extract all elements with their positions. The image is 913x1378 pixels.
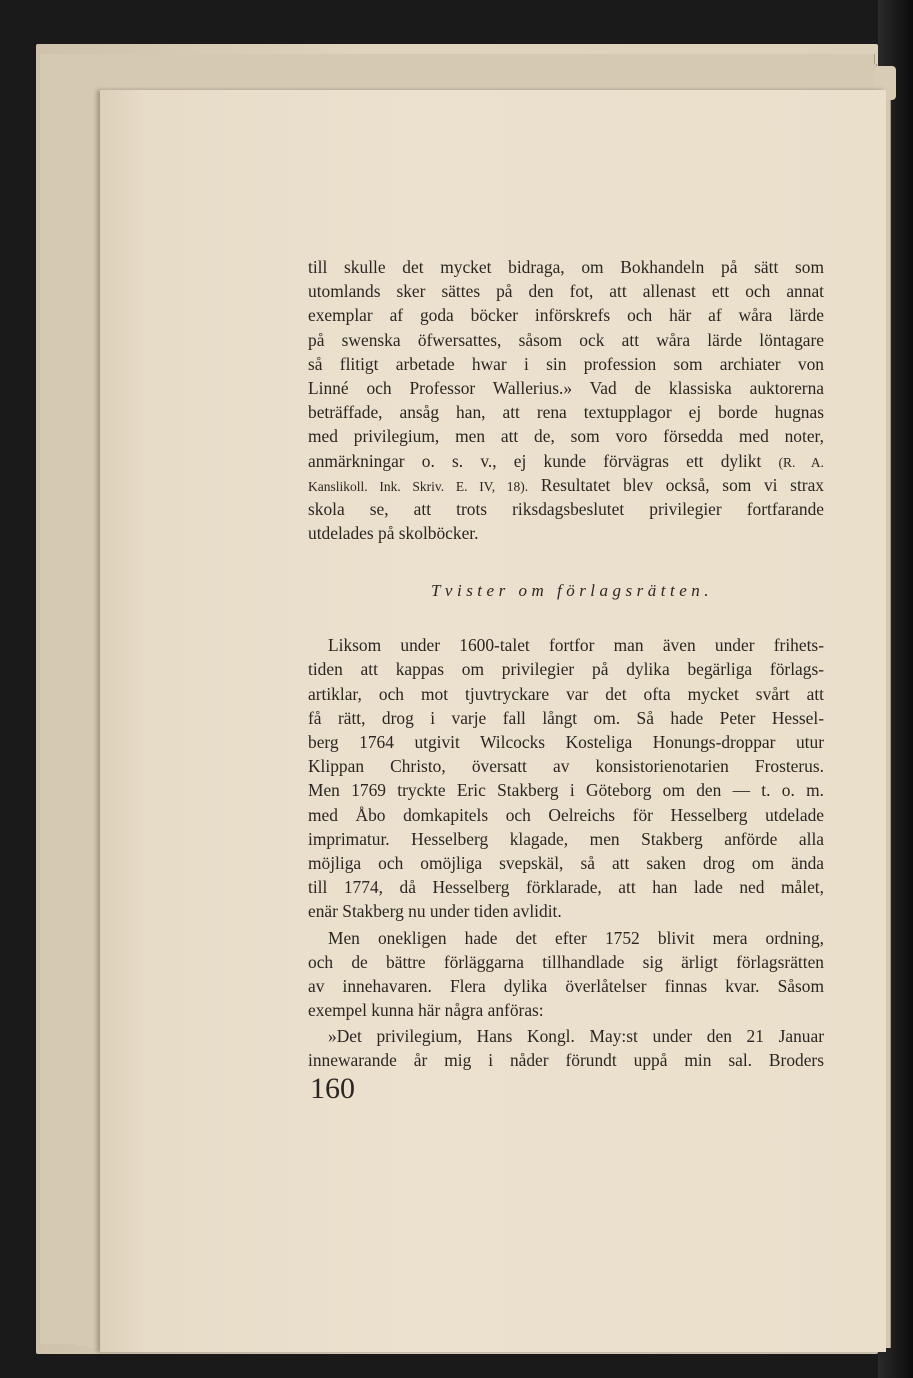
text-line: artiklar, och mot tjuvtryckare var det ofta mycket svårt att [308,683,824,704]
text-line: innewarande år mig i nåder förundt uppå min sal. Broders [308,1050,824,1071]
text-line: till skulle det mycket bidraga, om Bokhandeln på sätt som [308,257,824,277]
text-line: enär Stakberg nu under tiden avlidit. [308,901,562,922]
text-line: utdelades på skolböcker. [308,523,479,544]
spacer [308,545,824,579]
text-line: möjliga och omöjliga svepskäl, så att saken drog om ända [308,852,824,873]
text-line: med Åbo domkapitels och Oelreichs för Hesselberg utdelade [308,804,824,825]
text-segment: anmärkningar o. s. v., ej kunde förvägras ett dylikt [308,450,762,471]
text-line: till 1774, då Hesselberg förklarade, att han lade ned målet, [308,877,824,898]
text-segment: Resultatet blev också, som vi strax [540,474,824,495]
text-line [308,473,824,497]
text-line: få rätt, drog i varje fall långt om. Så hade Peter Hessel- [308,707,824,728]
text-line: Men onekligen hade det efter 1752 blivit mera ordning, [328,927,824,948]
text-line: exemplar af goda böcker införskrefs och här af wåra lärde [308,305,824,326]
text-line: av innehavaren. Flera dylika överlåtelser finnas kvar. Såsom [308,975,824,996]
text-line: Linné och Professor Wallerius.» Vad de klassiska auktorerna [308,377,824,398]
text-line: skola se, att trots riksdagsbeslutet privilegier fortfarande [308,498,824,519]
text-line: på swenska öfwersattes, såsom ock att wåra lärde löntagare [308,329,824,350]
text-line: utomlands sker sättes på den fot, att allenast ett och annat [308,281,824,302]
spacer [308,603,824,633]
section-heading: Tvister om förlagsrätten. [430,581,714,601]
text-line: berg 1764 utgivit Wilcocks Kosteliga Honungs-droppar utur [308,732,824,752]
text-line: exempel kunna här några anföras: [308,1000,544,1021]
text-line: Liksom under 1600-talet fortfor man även under frihets- [328,635,824,656]
text-line: så flitigt arbetade hwar i sin profession som archiater von [308,353,824,374]
text-line: och de bättre förläggarna tillhandlade sig ärligt förlagsrätten [308,951,824,972]
text-line [308,449,824,473]
source-reference: (R. A. [778,454,824,470]
text-line: beträffade, ansåg han, att rena textupplagor ej borde hugnas [308,402,824,423]
text-line: »Det privilegium, Hans Kongl. May:st under den 21 Januar [328,1026,824,1047]
text-line: med privilegium, men att de, som voro försedda med noter, [308,426,824,447]
source-reference: Kanslikoll. Ink. Skriv. E. IV, 18). [308,478,529,494]
text-line: tiden att kappas om privilegier på dylika begärliga förlags- [308,659,824,680]
text-line: Men 1769 tryckte Eric Stakberg i Göteborg om den — t. o. m. [308,780,824,801]
page-text [308,255,824,1073]
text-line: Klippan Christo, översatt av konsistorienotarien Frosterus. [308,756,824,777]
page-number: 160 [310,1072,355,1105]
text-line: imprimatur. Hesselberg klagade, men Stakberg anförde alla [308,828,824,849]
